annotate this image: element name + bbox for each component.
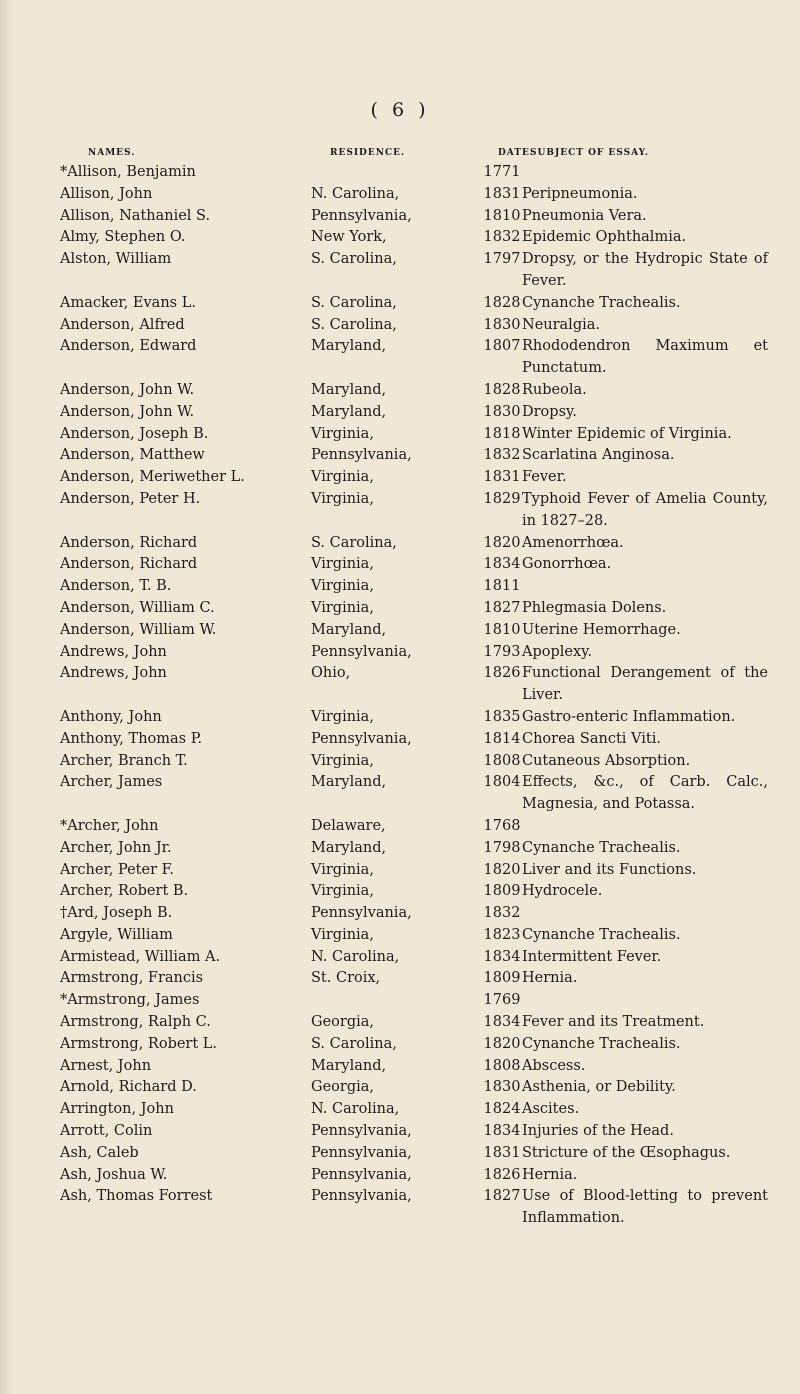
residence-cell: Virginia, (311, 490, 374, 507)
date-cell: 1820 (483, 861, 521, 878)
subject-cell: Gastro-enteric Inflammation. (522, 708, 736, 725)
subject-cell: Apoplexy. (522, 643, 593, 660)
date-cell: 1804 (483, 774, 521, 791)
residence-cell: Virginia, (311, 708, 374, 725)
date-cell: 1832 (483, 447, 521, 464)
subject-cell: Pneumonia Vera. (522, 207, 647, 224)
date-cell: 1835 (483, 708, 521, 725)
name-cell: Arnold, Richard D. (60, 1079, 197, 1096)
name-cell: Anderson, Richard (60, 556, 198, 573)
table-row (0, 576, 800, 598)
name-cell: Anderson, Alfred (60, 316, 185, 333)
residence-cell: N. Carolina, (311, 185, 400, 202)
header-residence: RESIDENCE. (330, 148, 406, 158)
header-date: DATE. (498, 148, 534, 158)
table-row (0, 249, 800, 293)
subject-cell: Ascites. (522, 1101, 580, 1118)
page-number: ( 6 ) (370, 99, 430, 121)
residence-cell: Pennsylvania, (311, 1188, 412, 1205)
subject-cell: Asthenia, or Debility. (522, 1079, 676, 1096)
name-cell: Armstrong, Francis (60, 970, 204, 987)
subject-cell: Hydrocele. (522, 883, 603, 900)
subject-cell: Rubeola. (522, 381, 587, 398)
name-cell: Allison, John (60, 185, 153, 202)
date-cell: 1798 (483, 839, 521, 856)
subject-cell: Cynanche Trachealis. (522, 1035, 681, 1052)
residence-cell: Maryland, (311, 621, 387, 638)
residence-cell: N. Carolina, (311, 1101, 400, 1118)
name-cell: Anderson, Peter H. (60, 490, 201, 507)
residence-cell: Virginia, (311, 469, 374, 486)
name-cell: Archer, John Jr. (60, 839, 172, 856)
name-cell: Arnest, John (60, 1057, 152, 1074)
residence-cell: Virginia, (311, 599, 374, 616)
date-cell: 1826 (483, 665, 521, 682)
date-cell: 1814 (483, 730, 521, 747)
residence-cell: Virginia, (311, 926, 374, 943)
residence-cell: Pennsylvania, (311, 730, 412, 747)
date-cell: 1810 (483, 207, 521, 224)
table-row (0, 533, 800, 555)
residence-cell: S. Carolina, (311, 1035, 397, 1052)
table-row (0, 315, 800, 337)
table-row (0, 1121, 800, 1143)
name-cell: *Allison, Benjamin (60, 164, 196, 180)
table-row (0, 445, 800, 467)
residence-cell: Virginia, (311, 752, 374, 769)
name-cell: Argyle, William (60, 926, 173, 943)
residence-cell: Virginia, (311, 425, 374, 442)
table-row (0, 1056, 800, 1078)
date-cell: 1834 (483, 948, 521, 965)
residence-cell: S. Carolina, (311, 294, 397, 311)
residence-cell: Virginia, (311, 883, 374, 900)
table-row (0, 206, 800, 228)
table-row (0, 663, 800, 707)
residence-cell: Pennsylvania, (311, 207, 412, 224)
table-row (0, 489, 800, 533)
name-cell: Ash, Joshua W. (60, 1166, 168, 1183)
table-row (0, 1099, 800, 1121)
date-cell: 1824 (483, 1101, 521, 1118)
table-row (0, 293, 800, 315)
residence-cell: Maryland, (311, 403, 387, 420)
residence-cell: Delaware, (311, 817, 386, 834)
table-row (0, 751, 800, 773)
name-cell: Anderson, John W. (60, 403, 195, 420)
date-cell: 1830 (483, 403, 521, 420)
table-row (0, 968, 800, 990)
essay-list (0, 162, 800, 1230)
table-row (0, 598, 800, 620)
name-cell: Alston, William (60, 251, 172, 268)
date-cell: 1828 (483, 381, 521, 398)
subject-cell: Cynanche Trachealis. (522, 294, 681, 311)
residence-cell: Ohio, (311, 665, 351, 682)
name-cell: Armstrong, Ralph C. (60, 1014, 211, 1031)
table-row (0, 424, 800, 446)
subject-cell: Functional Derangement of the Liver. (522, 665, 768, 704)
table-row (0, 772, 800, 816)
residence-cell: Georgia, (311, 1014, 374, 1031)
date-cell: 1826 (483, 1166, 521, 1183)
name-cell: Anderson, Meriwether L. (60, 469, 245, 486)
table-row (0, 620, 800, 642)
table-row (0, 860, 800, 882)
subject-cell: Abscess. (522, 1057, 586, 1074)
subject-cell: Liver and its Functions. (522, 861, 697, 878)
subject-cell: Use of Blood-letting to prevent Inflammation. (522, 1188, 768, 1227)
date-cell: 1834 (483, 1123, 521, 1140)
name-cell: Almy, Stephen O. (60, 229, 186, 246)
table-row (0, 1012, 800, 1034)
table-row (0, 1077, 800, 1099)
subject-cell: Intermittent Fever. (522, 948, 662, 965)
name-cell: Anderson, Richard (60, 534, 198, 551)
residence-cell: Maryland, (311, 1057, 387, 1074)
subject-cell: Scarlatina Anginosa. (522, 447, 675, 464)
subject-cell: Amenorrhœa. (522, 534, 624, 551)
date-cell: 1820 (483, 534, 521, 551)
residence-cell: Pennsylvania, (311, 905, 412, 922)
subject-cell: Effects, &c., of Carb. Calc., Magnesia, and Potassa. (522, 774, 768, 813)
table-row (0, 838, 800, 860)
date-cell: 1829 (483, 490, 521, 507)
table-row (0, 402, 800, 424)
name-cell: Anderson, Joseph B. (60, 425, 209, 442)
date-cell: 1827 (483, 1188, 521, 1205)
subject-cell: Cynanche Trachealis. (522, 926, 681, 943)
name-cell: Ash, Thomas Forrest (60, 1188, 213, 1205)
residence-cell: Pennsylvania, (311, 1144, 412, 1161)
table-row (0, 227, 800, 249)
name-cell: Ash, Caleb (60, 1144, 139, 1161)
subject-cell: Uterine Hemorrhage. (522, 621, 681, 638)
table-row (0, 162, 800, 184)
table-row (0, 947, 800, 969)
subject-cell: Cutaneous Absorption. (522, 752, 691, 769)
table-row (0, 816, 800, 838)
date-cell: 1811 (483, 578, 521, 595)
table-row (0, 990, 800, 1012)
name-cell: Archer, Branch T. (60, 752, 188, 769)
name-cell: Arrott, Colin (60, 1123, 153, 1140)
residence-cell: Georgia, (311, 1079, 374, 1096)
table-row (0, 184, 800, 206)
date-cell: 1832 (483, 229, 521, 246)
residence-cell: Pennsylvania, (311, 1166, 412, 1183)
name-cell: Armistead, William A. (60, 948, 221, 965)
date-cell: 1807 (483, 338, 521, 355)
date-cell: 1831 (483, 469, 521, 486)
table-row (0, 925, 800, 947)
date-cell: 1830 (483, 1079, 521, 1096)
date-cell: 1810 (483, 621, 521, 638)
subject-cell: Cynanche Trachealis. (522, 839, 681, 856)
subject-cell: Fever and its Treatment. (522, 1014, 705, 1031)
residence-cell: Pennsylvania, (311, 1123, 412, 1140)
date-cell: 1830 (483, 316, 521, 333)
subject-cell: Winter Epidemic of Virginia. (522, 425, 732, 442)
subject-cell: Dropsy. (522, 403, 577, 420)
name-cell: Anderson, William W. (60, 621, 217, 638)
date-cell: 1797 (483, 251, 521, 268)
subject-cell: Stricture of the Œsophagus. (522, 1144, 731, 1161)
date-cell: 1831 (483, 1144, 521, 1161)
name-cell: Anderson, John W. (60, 381, 195, 398)
name-cell: Archer, Robert B. (60, 883, 189, 900)
residence-cell: N. Carolina, (311, 948, 400, 965)
date-cell: 1809 (483, 883, 521, 900)
subject-cell: Fever. (522, 469, 567, 486)
date-cell: 1808 (483, 1057, 521, 1074)
residence-cell: Maryland, (311, 338, 387, 355)
subject-cell: Typhoid Fever of Amelia County, in 1827–28. (522, 490, 768, 529)
residence-cell: Maryland, (311, 839, 387, 856)
subject-cell: Hernia. (522, 1166, 578, 1183)
table-row (0, 642, 800, 664)
name-cell: Amacker, Evans L. (60, 294, 196, 311)
name-cell: Andrews, John (60, 665, 167, 682)
name-cell: Andrews, John (60, 643, 167, 660)
table-row (0, 467, 800, 489)
name-cell: Arrington, John (60, 1101, 174, 1118)
table-row (0, 1034, 800, 1056)
residence-cell: Maryland, (311, 381, 387, 398)
name-cell: Anderson, Matthew (60, 447, 205, 464)
name-cell: *Archer, John (60, 817, 159, 834)
table-row (0, 707, 800, 729)
table-row (0, 881, 800, 903)
table-row (0, 1186, 800, 1230)
residence-cell: Maryland, (311, 774, 387, 791)
residence-cell: Virginia, (311, 861, 374, 878)
name-cell: *Armstrong, James (60, 992, 200, 1009)
name-cell: Armstrong, Robert L. (60, 1035, 218, 1052)
date-cell: 1820 (483, 1035, 521, 1052)
subject-cell: Phlegmasia Dolens. (522, 599, 667, 616)
residence-cell: S. Carolina, (311, 251, 397, 268)
date-cell: 1768 (483, 817, 521, 834)
date-cell: 1834 (483, 1014, 521, 1031)
header-names: NAMES. (88, 148, 136, 158)
subject-cell: Dropsy, or the Hydropic State of Fever. (522, 251, 768, 289)
date-cell: 1818 (483, 425, 521, 442)
name-cell: Archer, James (60, 774, 163, 791)
name-cell: Anthony, John (60, 708, 162, 725)
residence-cell: St. Croix, (311, 970, 381, 987)
name-cell: Anthony, Thomas P. (60, 730, 203, 747)
residence-cell: Pennsylvania, (311, 643, 412, 660)
subject-cell: Injuries of the Head. (522, 1123, 674, 1140)
date-cell: 1831 (483, 185, 521, 202)
date-cell: 1834 (483, 556, 521, 573)
table-row (0, 1143, 800, 1165)
table-row (0, 903, 800, 925)
table-row (0, 380, 800, 402)
table-row (0, 554, 800, 576)
subject-cell: Chorea Sancti Viti. (522, 730, 661, 747)
date-cell: 1827 (483, 599, 521, 616)
date-cell: 1823 (483, 926, 521, 943)
column-headers (0, 148, 800, 162)
residence-cell: S. Carolina, (311, 316, 397, 333)
date-cell: 1828 (483, 294, 521, 311)
subject-cell: Hernia. (522, 970, 578, 987)
name-cell: Anderson, T. B. (60, 578, 172, 595)
residence-cell: Virginia, (311, 556, 374, 573)
date-cell: 1793 (483, 643, 521, 660)
subject-cell: Gonorrhœa. (522, 556, 612, 573)
date-cell: 1809 (483, 970, 521, 987)
name-cell: Archer, Peter F. (60, 861, 175, 878)
residence-cell: New York, (311, 229, 387, 246)
name-cell: Allison, Nathaniel S. (60, 207, 211, 224)
subject-cell: Epidemic Ophthalmia. (522, 229, 687, 246)
residence-cell: Virginia, (311, 578, 374, 595)
header-subject: SUBJECT OF ESSAY. (530, 148, 650, 158)
name-cell: †Ard, Joseph B. (60, 905, 173, 922)
subject-cell: Peripneumonia. (522, 185, 638, 202)
residence-cell: Pennsylvania, (311, 447, 412, 464)
residence-cell: S. Carolina, (311, 534, 397, 551)
table-row (0, 729, 800, 751)
table-row (0, 1165, 800, 1187)
name-cell: Anderson, William C. (60, 599, 215, 616)
date-cell: 1769 (483, 992, 521, 1009)
table-row (0, 336, 800, 380)
date-cell: 1771 (483, 164, 521, 180)
date-cell: 1832 (483, 905, 521, 922)
subject-cell: Rhododendron Maximum et Punctatum. (522, 338, 768, 377)
subject-cell: Neuralgia. (522, 316, 600, 333)
name-cell: Anderson, Edward (60, 338, 197, 355)
date-cell: 1808 (483, 752, 521, 769)
